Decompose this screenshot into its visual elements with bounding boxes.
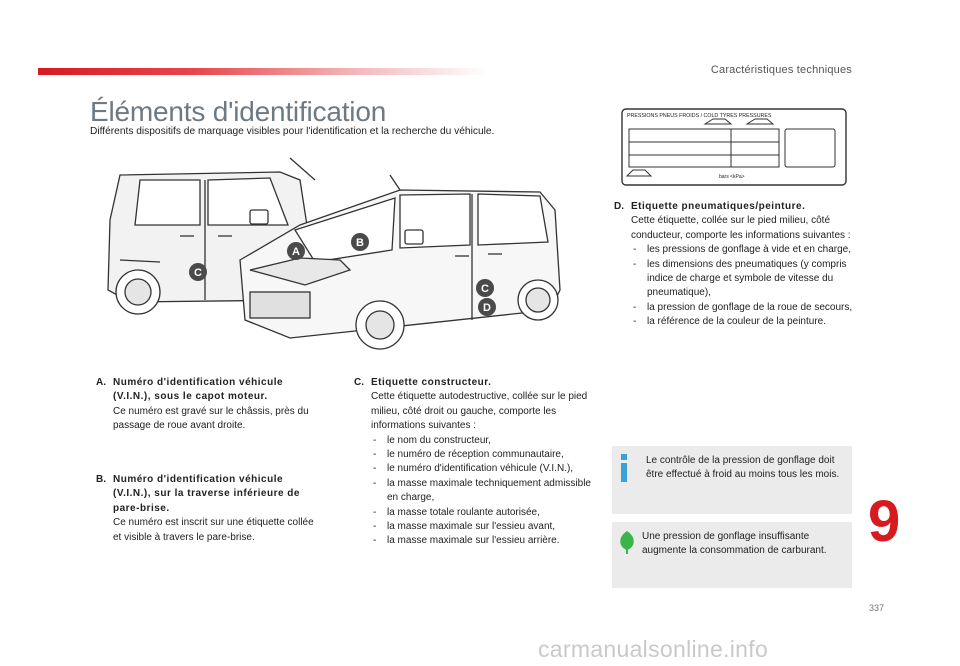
list-item: - la masse totale roulante autorisée, <box>371 506 596 520</box>
marker-c-front <box>476 279 494 297</box>
item-a-text: Ce numéro est gravé sur le châssis, près du passage de roue avant droite. <box>113 405 309 432</box>
list-item: - les dimensions des pneumatiques (y compris indice de charge et symbole de vitesse du pneumatique), <box>631 258 856 301</box>
list-item: - la masse maximale techniquement admissible en charge, <box>371 477 596 506</box>
item-a-heading: Numéro d'identification véhicule (V.I.N.), sous le capot moteur. <box>113 377 284 403</box>
tyre-label-heading: PRESSIONS PNEUS FROIDS / COLD TYRES PRESSURES <box>627 113 772 119</box>
list-item: - les pressions de gonflage à vide et en charge, <box>631 243 856 257</box>
item-d-text: Cette étiquette, collée sur le pied milieu, côté conducteur, comporte les informations suivantes : <box>631 215 851 241</box>
list-item: - le numéro d'identification véhicule (V.I.N.), <box>371 462 596 476</box>
info-icon <box>618 454 630 482</box>
item-d <box>614 200 856 330</box>
watermark: carmanualsonline.info <box>538 636 769 662</box>
section-title: Caractéristiques techniques <box>710 64 852 76</box>
header-accent-bar <box>38 68 488 75</box>
marker-c-front-label: C <box>481 283 489 295</box>
item-c-letter: C. <box>354 377 364 388</box>
tyre-label-illustration <box>621 108 847 186</box>
item-c-text: Cette étiquette autodestructive, collée sur le pied milieu, côté droit ou gauche, comporte les informations suivantes : <box>371 391 588 432</box>
marker-b <box>351 233 369 251</box>
page-title: Éléments d'identification <box>90 96 387 127</box>
marker-a <box>287 242 305 260</box>
marker-c-rear-label: C <box>194 267 202 279</box>
marker-b-label: B <box>356 237 364 249</box>
page-number: 337 <box>869 603 885 613</box>
list-item: - le nom du constructeur, <box>371 434 596 448</box>
info-box-text: Le contrôle de la pression de gonflage doit être effectué à froid au moins tous les mois. <box>646 455 840 481</box>
info-box <box>612 446 852 514</box>
list-item: - la masse maximale sur l'essieu avant, <box>371 520 596 534</box>
item-b-letter: B. <box>96 474 106 485</box>
marker-c-rear <box>189 263 207 281</box>
item-c-list <box>371 434 596 549</box>
item-b <box>96 473 318 545</box>
item-c <box>354 376 596 549</box>
list-item: - le numéro de réception communautaire, <box>371 448 596 462</box>
item-a <box>96 376 323 434</box>
marker-d <box>478 298 496 316</box>
marker-a-label: A <box>292 246 300 258</box>
item-d-letter: D. <box>614 201 624 212</box>
page-subtitle: Différents dispositifs de marquage visibles pour l'identification et la recherche du véhicule. <box>90 126 495 137</box>
eco-box-text: Une pression de gonflage insuffisante augmente la consommation de carburant. <box>642 531 827 557</box>
item-b-heading: Numéro d'identification véhicule (V.I.N.), sur la traverse inférieure de pare-brise. <box>113 474 300 514</box>
item-b-text: Ce numéro est inscrit sur une étiquette collée et visible à travers le pare-brise. <box>113 517 314 543</box>
item-a-letter: A. <box>96 377 106 388</box>
eco-leaf-icon <box>618 530 636 554</box>
list-item: - la référence de la couleur de la peinture. <box>631 315 856 329</box>
item-d-heading: Etiquette pneumatiques/peinture. <box>631 201 806 212</box>
tyre-label-unit: bars <kPa> <box>719 174 745 180</box>
eco-box <box>612 522 852 588</box>
item-c-heading: Etiquette constructeur. <box>371 377 492 388</box>
marker-d-label: D <box>483 302 491 314</box>
chapter-number: 9 <box>868 489 901 554</box>
item-d-list <box>631 243 856 329</box>
vehicle-illustration <box>100 150 570 360</box>
list-item: - la masse maximale sur l'essieu arrière. <box>371 534 596 548</box>
list-item: - la pression de gonflage de la roue de secours, <box>631 301 856 315</box>
